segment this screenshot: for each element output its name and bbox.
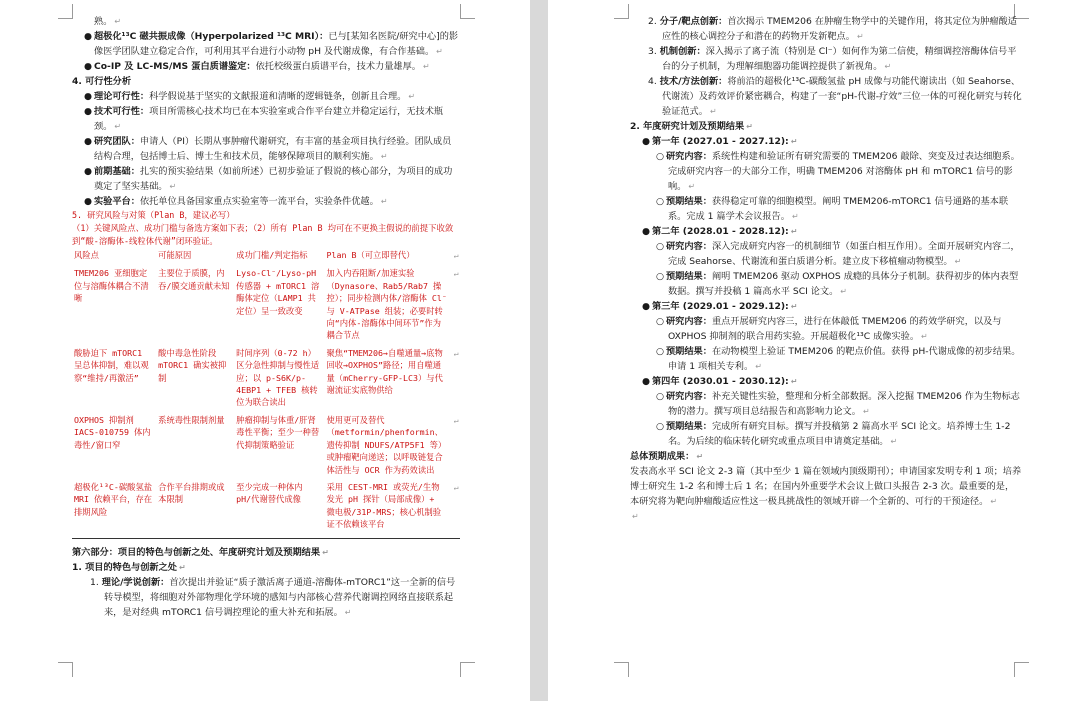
section-heading: 4. 可行性分析: [72, 76, 132, 87]
margin-corner-mark: [58, 4, 73, 19]
table-cell: TMEM206 亚细胞定位与溶酶体耦合不清晰: [74, 268, 149, 304]
bullet-item: ● 前期基础：扎实的预实验结果（如前所述）已初步验证了假说的核心部分，为项目的成功奠定了坚实基础。 ↵: [84, 166, 453, 192]
sub-bullet-item: ○ 研究内容：补充关键性实验，整理和分析全部数据。深入挖掘 TMEM206 作为生物标志物的潜力。撰写项目总结报告和高影响力论文。 ↵: [656, 391, 1020, 417]
margin-corner-mark: [460, 662, 475, 677]
year-heading: ● 第二年 (2028.01 - 2028.12): ↵: [642, 226, 798, 237]
right-page-content[interactable]: [630, 14, 1022, 524]
part-heading: 第六部分：项目的特色与创新之处、年度研究计划及预期结果 ↵: [72, 546, 329, 558]
bullet-item: ● 实验平台：依托单位具备国家重点实验室等一流平台，实验条件优越。 ↵: [84, 196, 388, 207]
table-cell: Lyso-Cl⁻/Lyso-pH 传感器 + mTORC1 溶酶体定位（LAMP1 共定位）呈一致改变: [236, 268, 320, 316]
margin-corner-mark: [614, 662, 629, 677]
sub-bullet-item: ○ 预期结果：阐明 TMEM206 驱动 OXPHOS 成瘾的具体分子机制。获得初步的体内表型数据。撰写并投稿 1 篇高水平 SCI 论文。 ↵: [656, 271, 1019, 297]
table-cell: 酸中毒急性阶段 mTORC1 确实被抑制: [158, 347, 227, 383]
document-page-right: [548, 0, 1080, 701]
table-cell: OXPHOS 抑制剂 IACS-010759 体内毒性/窗口窄: [74, 414, 151, 450]
table-row: [72, 414, 460, 481]
margin-corner-mark: [614, 4, 629, 19]
risk-table: [72, 249, 460, 536]
table-cell: 酸胁迫下 mTORC1 呈总体抑制，难以观察“维持/再激活”: [74, 347, 149, 383]
continued-line: 熟。 ↵: [94, 16, 122, 27]
year-heading: ● 第四年 (2030.01 - 2030.12): ↵: [642, 376, 798, 387]
row-end-mark: ↵: [453, 251, 459, 260]
table-row: [72, 481, 460, 536]
bullet-item: ● Co-IP 及 LC-MS/MS 蛋白质谱鉴定：依托校级蛋白质谱平台，技术力量雄厚。 ↵: [84, 61, 430, 72]
table-header-cell: Plan B（可立即替代）: [326, 250, 415, 260]
overall-results-text: 发表高水平 SCI 论文 2-3 篇（其中至少 1 篇在领域内顶级期刊）；申请国家发明专利 1 项；培养博士研究生 1-2 名和博士后 1 名；在国内外重要学术会议上做口头报告 2-3 次。最重要的是，本研究将为靶向肿瘤酸适应性这一极具挑战性的领域开辟一个全新的、可行的干预途径。 ↵: [630, 466, 1022, 507]
year-heading: ● 第三年 (2029.01 - 2029.12): ↵: [642, 301, 798, 312]
table-cell: 采用 CEST-MRI 或荧光/生物发光 pH 探针（局部成像）+ 微电极/31P-MRS；核心机制验证不依赖该平台: [326, 481, 442, 530]
table-cell: 肿瘤抑制与体重/肝肾毒性平衡；至少一种替代抑制策略验证: [236, 414, 320, 450]
table-row: [72, 267, 460, 346]
numbered-item: 1. 理论/学说创新：首次提出并验证“质子激活离子通道-溶酶体-mTORC1”这一全新的信号转导模型，将细胞对外部物理化学环境的感知与内部核心营养代谢调控网络直接联系起来，是对经典 mTORC1 信号调控理论的重大补充和拓展。 ↵: [90, 576, 456, 618]
overall-results-heading: 总体预期成果： ↵: [630, 451, 704, 462]
sub-bullet-item: ○ 预期结果：完成所有研究目标。撰写并投稿第 2 篇高水平 SCI 论文。培养博士生 1-2 名。为后续的临床转化研究或重点项目申请奠定基础。 ↵: [656, 421, 1011, 447]
sub-bullet-item: ○ 研究内容：深入完成研究内容一的机制细节（如蛋白相互作用）。全面开展研究内容二，完成 Seahorse、代谢流和蛋白质谱分析。建立皮下移植瘤动物模型。 ↵: [656, 241, 1020, 267]
numbered-item: 2. 分子/靶点创新：首次揭示 TMEM206 在肿瘤生物学中的关键作用，将其定位为肿瘤酸适应性的核心调控分子和潜在的药物开发新靶点。 ↵: [648, 16, 1017, 42]
table-cell: 主要位于质膜，内吞/膜交通贡献未知: [158, 268, 230, 291]
table-header-cell: 可能原因: [158, 250, 192, 260]
table-cell: 超极化¹³C-碳酸氢盐 MRI 依赖平台，存在排期风险: [74, 481, 153, 517]
section-divider: [72, 538, 460, 539]
margin-corner-mark: [460, 4, 475, 19]
risk-section-note: （1）关键风险点、成功门槛与备选方案如下表；（2）所有 Plan B 均可在不更换主假说的前提下收敛到“酸-溶酶体-线粒体代谢”闭环验证。: [72, 223, 454, 246]
sub-bullet-item: ○ 预期结果：获得稳定可靠的细胞模型。阐明 TMEM206-mTORC1 信号通路的基本联系。完成 1 篇学术会议报告。 ↵: [656, 196, 1009, 222]
sub-bullet-item: ○ 预期结果：在动物模型上验证 TMEM206 的靶点价值。获得 pH-代谢成像的初步结果。申请 1 项相关专利。 ↵: [656, 346, 1021, 372]
table-cell: 至少完成一种体内 pH/代谢替代成像: [236, 481, 303, 505]
table-cell: 加入内吞阻断/加速实验（Dynasore、Rab5/Rab7 操控）；同步检测内体/溶酶体 Cl⁻与 V-ATPase 组装；必要时转向“内体-溶酶体中间环节”作为耦合节点: [326, 268, 447, 341]
table-cell: 聚焦“TMEM206→自噬通量→底物回收→OXPHOS”路径；用自噬通量（mCherry-GFP-LC3）与代谢流证实底物供给: [326, 347, 443, 396]
table-header-cell: 风险点: [74, 250, 99, 260]
bullet-item: ● 理论可行性：科学假说基于坚实的文献报道和清晰的逻辑链条，创新且合理。 ↵: [84, 91, 416, 102]
empty-paragraph: ↵: [632, 512, 639, 521]
risk-section-heading: 5. 研究风险与对策（Plan B，建议必写）: [72, 210, 235, 220]
bullet-item: ● 技术可行性：项目所需核心技术均已在本实验室或合作平台建立并稳定运行，无技术瓶颈。 ↵: [84, 106, 444, 132]
table-cell: 使用更可及替代（metformin/phenformin、遗传抑制 NDUFS/ATP5F1 等）或肿瘤靶向递送；以呼吸链复合体活性与 OCR 作为药效读出: [326, 414, 447, 475]
table-cell: 系统毒性限制剂量: [158, 414, 225, 425]
row-end-mark: ↵: [453, 415, 459, 425]
bullet-item: ● 超极化¹³C 磁共振成像（Hyperpolarized ¹³C MRI）：已与[某知名医院/研究中心]的影像医学团队建立稳定合作，可利用其平台进行小动物 pH 及代谢成像，有合作基础。 ↵: [84, 31, 459, 57]
sub-bullet-item: ○ 研究内容：重点开展研究内容三，进行在体敲低 TMEM206 的药效学研究，以及与 OXPHOS 抑制剂的联合用药实验。开展超极化¹³C 成像实验。 ↵: [656, 316, 1002, 342]
numbered-item: 3. 机制创新：深入揭示了离子流（特别是 Cl⁻）如何作为第二信使，精细调控溶酶体信号平台的分子机制，为理解细胞器功能调控提供了新视角。 ↵: [648, 46, 1017, 72]
margin-corner-mark: [1014, 662, 1029, 677]
table-cell: 合作平台排期或成本限制: [158, 481, 225, 505]
row-end-mark: ↵: [453, 269, 459, 279]
sub-bullet-item: ○ 研究内容：系统性构建和验证所有研究需要的 TMEM206 敲除、突变及过表达细胞系。完成研究内容一的大部分工作，明确 TMEM206 对溶酶体 pH 和 mTORC1 信号的影响。 ↵: [656, 151, 1020, 192]
table-cell: 时间序列（0-72 h）区分急性抑制与慢性适应；以 p-S6K/p-4EBP1 + TFEB 核转位为联合读出: [236, 347, 320, 408]
subsection-heading: 2. 年度研究计划及预期结果 ↵: [630, 121, 753, 132]
subsection-heading: 1. 项目的特色与创新之处 ↵: [72, 561, 186, 573]
year-heading: ● 第一年 (2027.01 - 2027.12): ↵: [642, 136, 798, 147]
table-row: [72, 347, 460, 414]
bullet-item: ● 研究团队：申请人（PI）长期从事肿瘤代谢研究，有丰富的基金项目执行经验。团队成员结构合理，包括博士后、博士生和技术员，能够保障项目的顺利实施。 ↵: [84, 136, 452, 162]
row-end-mark: ↵: [453, 482, 459, 492]
document-page-left: [0, 0, 530, 701]
margin-corner-mark: [58, 662, 73, 677]
left-page-content[interactable]: [72, 14, 460, 620]
numbered-item: 4. 技术/方法创新：将前沿的超极化¹³C-碳酸氢盐 pH 成像与功能代谢读出（如 Seahorse、代谢流）及药效评价紧密耦合，构建了一套“pH-代谢-疗效”三位一体的可视化研究与转化验证范式。 ↵: [648, 76, 1022, 117]
table-header-cell: 成功门槛/判定指标: [236, 250, 308, 260]
row-end-mark: ↵: [453, 348, 459, 358]
table-header-row: [72, 249, 460, 267]
